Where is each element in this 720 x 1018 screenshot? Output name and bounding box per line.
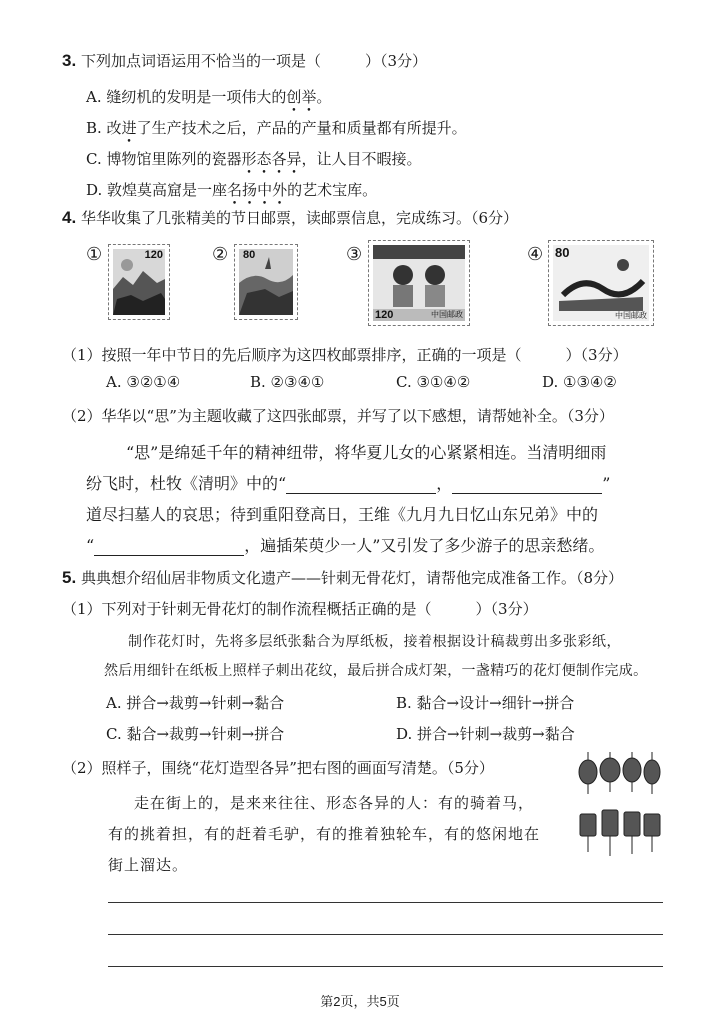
- q4-sub2-quote-end: ”: [602, 474, 611, 493]
- q3-option-d[interactable]: [86, 179, 377, 200]
- q5-option-b[interactable]: B. 黏合→设计→细针→拼合: [396, 694, 575, 712]
- q4-sub2-quote-start: “: [86, 536, 95, 555]
- q4-option-a[interactable]: A. ③②①④: [106, 373, 181, 391]
- q4-stem-text: 华华收集了几张精美的节日邮票，读邮票信息，完成练习。（6分）: [80, 209, 519, 227]
- q4-sub2-line4: [86, 533, 604, 556]
- q3-option-text: D. 敦煌莫高窟是一座: [86, 181, 228, 199]
- stamp-3-country: 中国邮政: [431, 310, 463, 319]
- q5-sub1-text: （1）下列对于针刺无骨花灯的制作流程概括正确的是（: [62, 600, 432, 618]
- q4-option-c[interactable]: C. ③①④②: [396, 373, 471, 391]
- q3-number: 3.: [62, 51, 77, 70]
- poem-blank-1[interactable]: [286, 474, 436, 494]
- stamp-3-value: 120: [375, 309, 394, 321]
- q4-stem: [62, 207, 518, 228]
- q4-sub2-line4-end: ，遍插茱萸少一人”又引发了多少游子的思亲愁绪。: [244, 536, 605, 555]
- q5-stem-text: 典典想介绍仙居非物质文化遗产——针刺无骨花灯，请帮他完成准备工作。（8分）: [80, 569, 624, 587]
- q5-stem: [62, 567, 623, 588]
- q4-option-b[interactable]: B. ②③④①: [250, 373, 325, 391]
- q5-passage-line2: 然后用细针在纸板上照样子刺出花纹，最后拼合成灯架，一盏精巧的花灯便制作完成。: [104, 663, 648, 679]
- q3-stem-score: ）（3分）: [364, 52, 428, 70]
- stamp-2-image: [234, 244, 298, 320]
- q5-sub1-score: ）（3分）: [475, 600, 538, 618]
- stamp-4-value: 80: [555, 245, 570, 260]
- q5-option-d[interactable]: D. 拼合→针刺→裁剪→黏合: [396, 725, 575, 743]
- q4-sub2-line1: “思”是绵延千年的精神纽带，将华夏儿女的心紧紧相连。当清明细雨: [126, 443, 607, 462]
- q4-sub2-line2-start: 纷飞时，杜牧《清明》中的“: [86, 474, 287, 493]
- stamp-1-number: ①: [86, 244, 103, 265]
- q4-sub2-comma: ，: [436, 474, 453, 493]
- q3-option-text-end: ，让人目不暇接。: [301, 150, 422, 168]
- q4-sub1-label: [62, 344, 628, 365]
- q3-option-c[interactable]: [86, 148, 422, 169]
- q5-passage-line1: 制作花灯时，先将多层纸张黏合为厚纸板，接着根据设计稿裁剪出多张彩纸，: [128, 634, 621, 650]
- stamp-4-number: ④: [527, 244, 544, 265]
- q4-sub1-text: （1）按照一年中节日的先后顺序为这四枚邮票排序，正确的一项是（: [62, 346, 522, 364]
- answer-line-1[interactable]: [108, 902, 663, 903]
- q4-sub2-line3: 道尽扫墓人的哀思；待到重阳登高日，王维《九月九日忆山东兄弟》中的: [86, 505, 599, 524]
- answer-line-3[interactable]: [108, 966, 663, 967]
- q3-option-text-end: 了生产技术之后，产品的产量和质量都有所提升。: [136, 119, 467, 137]
- q3-option-text: A. 缝纫机的发明是一项伟大的: [86, 88, 287, 106]
- q5-example-line1: 走在街上的，是来来往往、形态各异的人：有的骑着马，: [134, 794, 535, 812]
- q4-number: 4.: [62, 208, 77, 227]
- q5-number: 5.: [62, 568, 77, 587]
- stamp-3-number: ③: [346, 244, 363, 265]
- lantern-illustration: [574, 752, 664, 864]
- answer-line-2[interactable]: [108, 934, 663, 935]
- q3-option-text-end: 。: [316, 88, 332, 106]
- q5-option-a[interactable]: A. 拼合→裁剪→针刺→黏合: [106, 694, 285, 712]
- page-footer: 第2页，共5页: [320, 994, 400, 1009]
- stamp-1-image: [108, 244, 170, 320]
- q3-dotted-word: 名扬中外: [227, 181, 288, 199]
- poem-blank-3[interactable]: [94, 536, 244, 556]
- q3-dotted-word: 进: [121, 119, 137, 137]
- q3-option-b[interactable]: [86, 117, 467, 138]
- poem-blank-2[interactable]: [452, 474, 602, 494]
- stamp-2-value: 80: [243, 249, 256, 261]
- q3-stem: [62, 50, 427, 71]
- q3-option-text-end: 的艺术宝库。: [287, 181, 378, 199]
- stamp-2-number: ②: [212, 244, 229, 265]
- q5-sub1-label: [62, 598, 538, 619]
- q3-dotted-word: 形态各异: [241, 150, 302, 168]
- stamp-4-image: [548, 240, 654, 326]
- q3-dotted-word: 创举: [286, 88, 317, 106]
- stamp-3-image: [368, 240, 470, 326]
- q4-sub1-score: ）（3分）: [565, 346, 628, 364]
- q3-option-text: C. 博物馆里陈列的瓷器: [86, 150, 242, 168]
- q5-option-c[interactable]: C. 黏合→裁剪→针刺→拼合: [106, 725, 285, 743]
- q3-stem-text: 下列加点词语运用不恰当的一项是（: [80, 52, 321, 70]
- q5-example-line3: 街上溜达。: [108, 856, 189, 874]
- stamp-1-value: 120: [144, 249, 163, 261]
- q4-option-d[interactable]: D. ①③④②: [542, 373, 617, 391]
- q4-sub2-label: （2）华华以“思”为主题收藏了这四张邮票，并写了以下感想，请帮她补全。（3分）: [62, 407, 614, 425]
- q3-option-text: B. 改: [86, 119, 122, 137]
- stamp-4-country: 中国邮政: [615, 311, 647, 320]
- q5-example-line2: 有的挑着担，有的赶着毛驴，有的推着独轮车，有的悠闲地在: [108, 825, 541, 843]
- q5-sub2-label: （2）照样子，围绕“花灯造型各异”把右图的画面写清楚。（5分）: [62, 759, 494, 777]
- q4-sub2-line2: [86, 471, 610, 494]
- q3-option-a[interactable]: [86, 86, 331, 107]
